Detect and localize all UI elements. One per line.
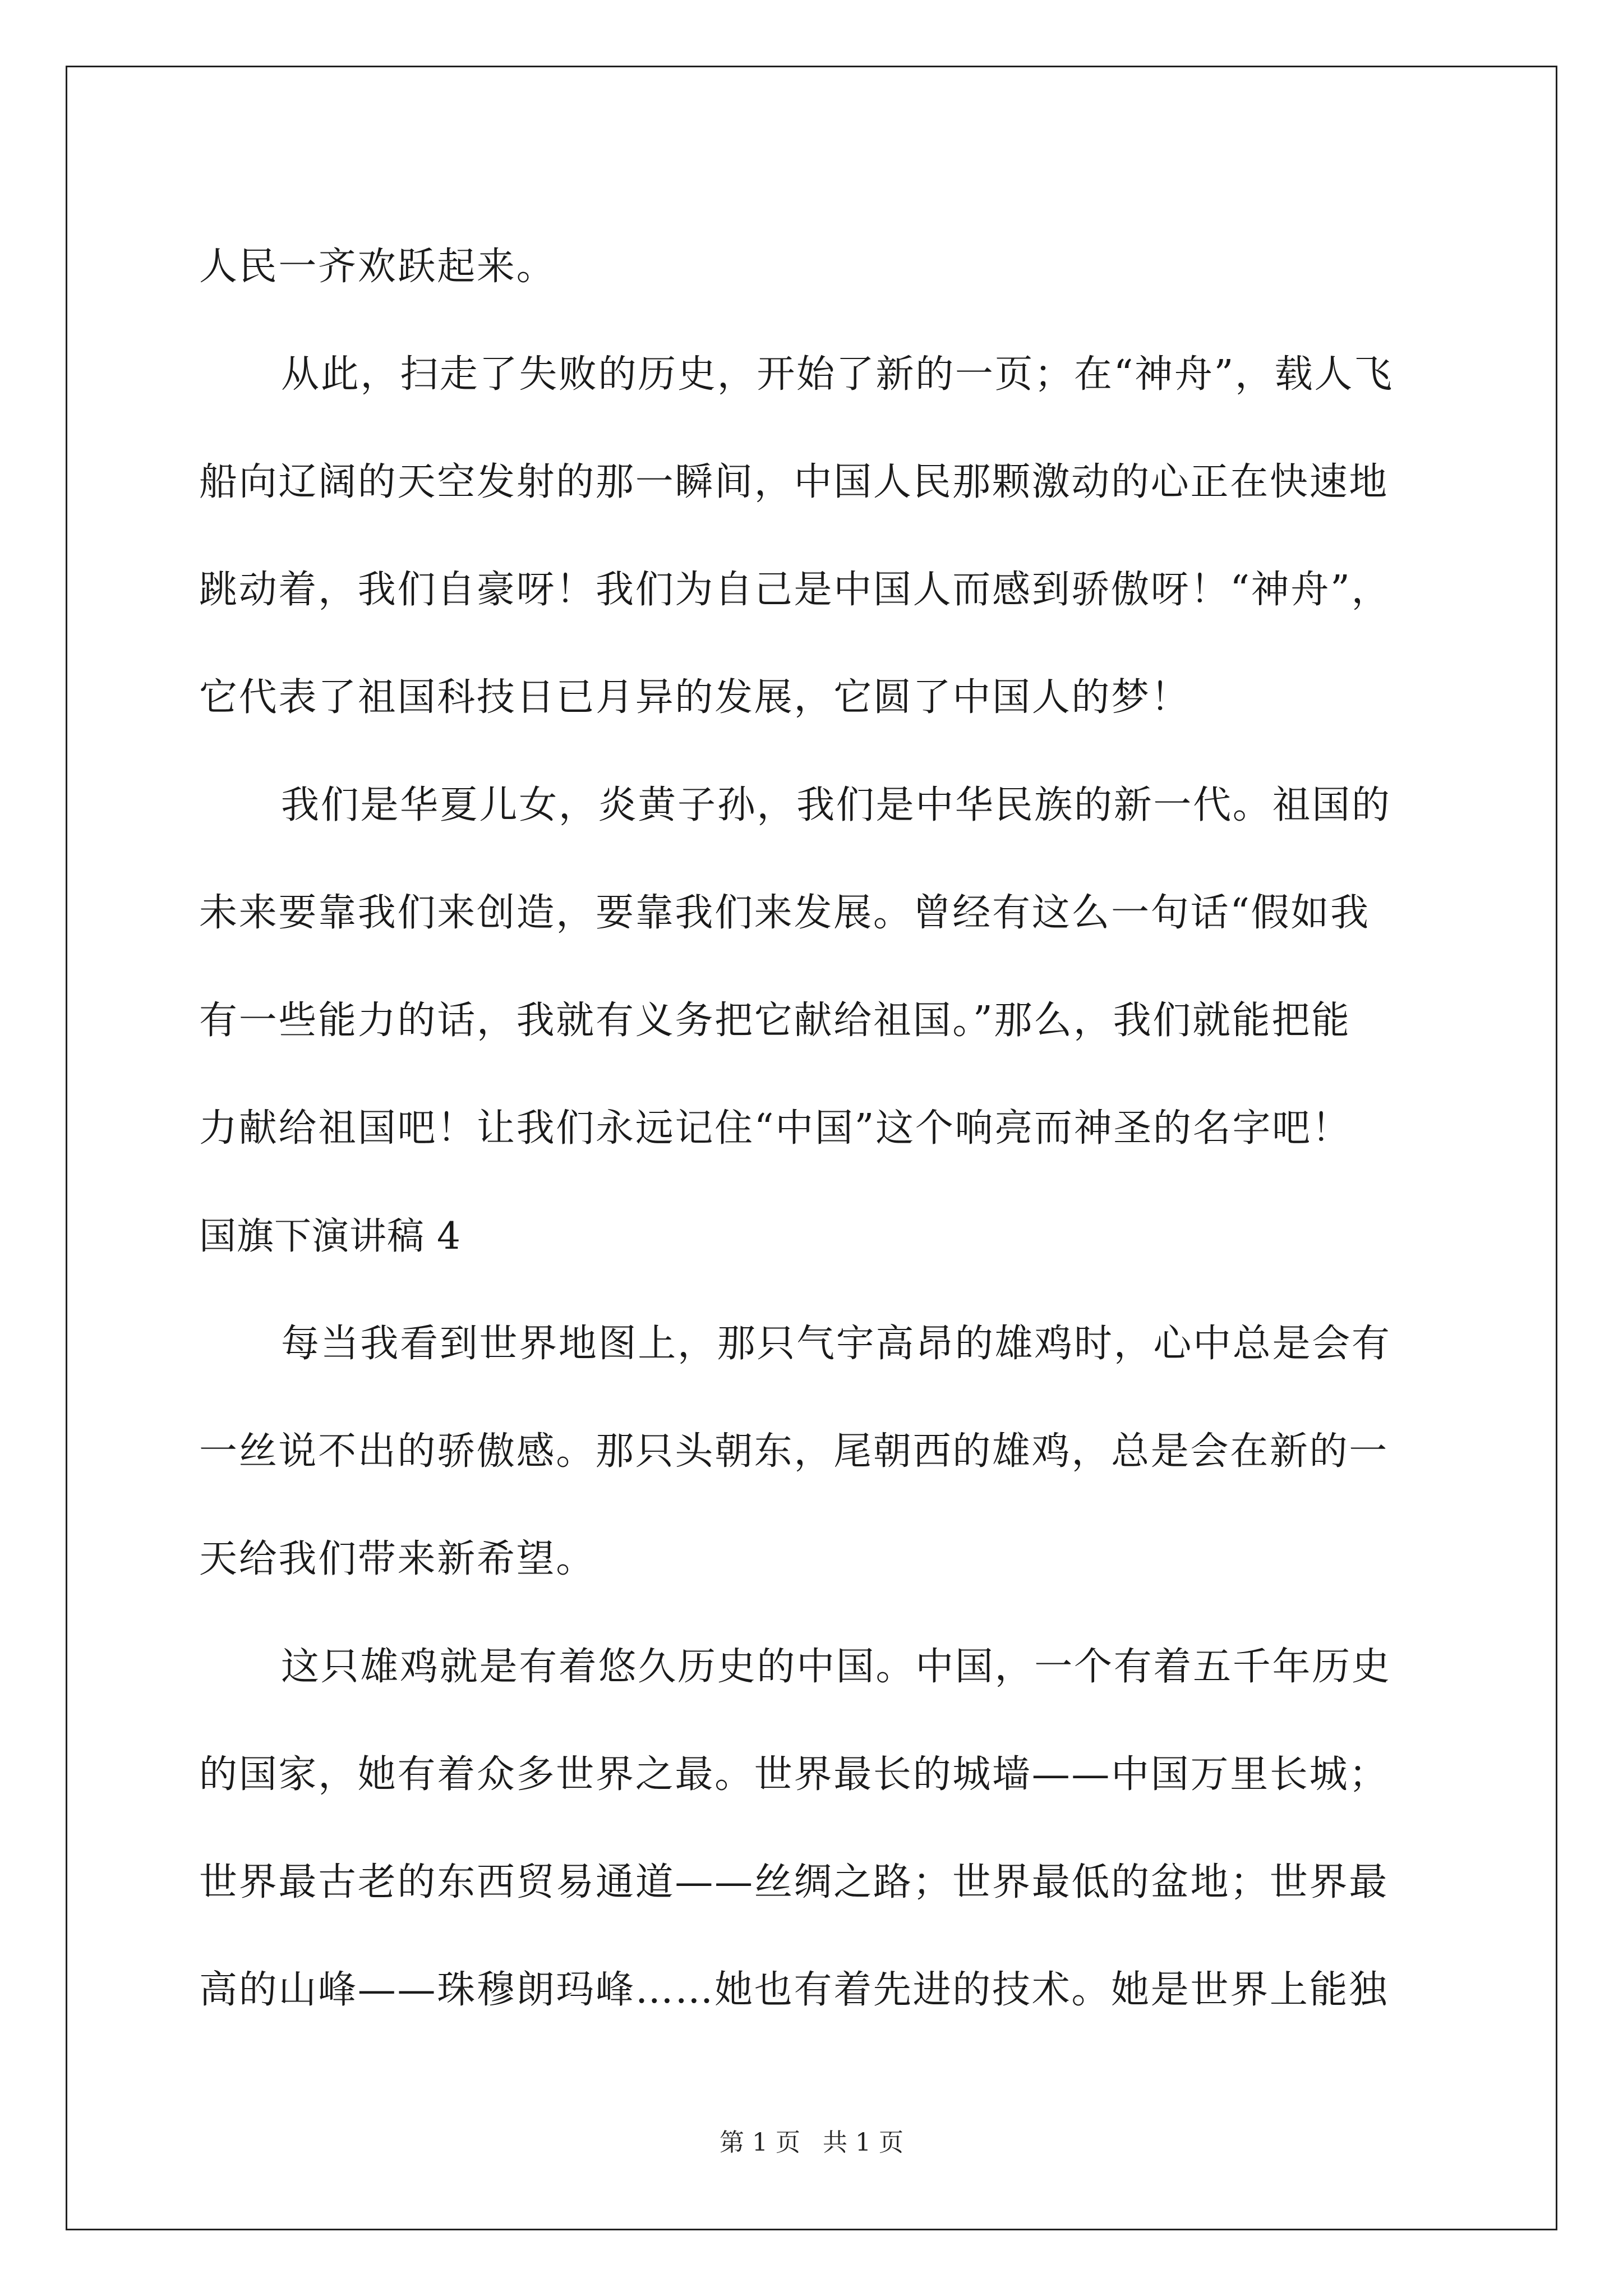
text-line-3: 船向辽阔的天空发射的那一瞬间，中国人民那颗激动的心正在快速地 — [199, 460, 1389, 504]
text-line-2: 从此，扫走了失败的历史，开始了新的一页；在“神舟”，载人飞 — [281, 352, 1394, 397]
text-line-17: 高的山峰——珠穆朗玛峰……她也有着先进的技术。她是世界上能独 — [199, 1968, 1389, 2012]
text-line-13: 天给我们带来新希望。 — [199, 1537, 596, 1581]
text-line-7: 未来要靠我们来创造，要靠我们来发展。曾经有这么一句话“假如我 — [199, 891, 1370, 935]
document-body — [199, 213, 1433, 2044]
text-line-4: 跳动着，我们自豪呀！我们为自己是中国人而感到骄傲呀！“神舟”， — [199, 568, 1391, 612]
text-line-14: 这只雄鸡就是有着悠久历史的中国。中国，一个有着五千年历史 — [281, 1645, 1391, 1689]
page-footer — [0, 2126, 1623, 2160]
text-line-11: 每当我看到世界地图上，那只气宇高昂的雄鸡时，心中总是会有 — [281, 1322, 1391, 1366]
page-total: 共 1 页 — [823, 2128, 903, 2157]
text-line-5: 它代表了祖国科技日已月异的发展，它圆了中国人的梦！ — [199, 675, 1191, 720]
text-line-16: 世界最古老的东西贸易通道——丝绸之路；世界最低的盆地；世界最 — [199, 1860, 1389, 1904]
section-heading: 国旗下演讲稿 4 — [199, 1214, 461, 1258]
page-number: 第 1 页 — [720, 2128, 800, 2157]
text-line-1: 人民一齐欢跃起来。 — [199, 245, 556, 289]
text-line-9: 力献给祖国吧！让我们永远记住“中国”这个响亮而神圣的名字吧！ — [199, 1106, 1352, 1151]
text-line-8: 有一些能力的话，我就有义务把它献给祖国。”那么，我们就能把能 — [199, 999, 1351, 1043]
text-line-12: 一丝说不出的骄傲感。那只头朝东，尾朝西的雄鸡，总是会在新的一 — [199, 1429, 1389, 1474]
text-line-15: 的国家，她有着众多世界之最。世界最长的城墙——中国万里长城； — [199, 1752, 1389, 1797]
text-line-6: 我们是华夏儿女，炎黄子孙，我们是中华民族的新一代。祖国的 — [281, 783, 1391, 827]
